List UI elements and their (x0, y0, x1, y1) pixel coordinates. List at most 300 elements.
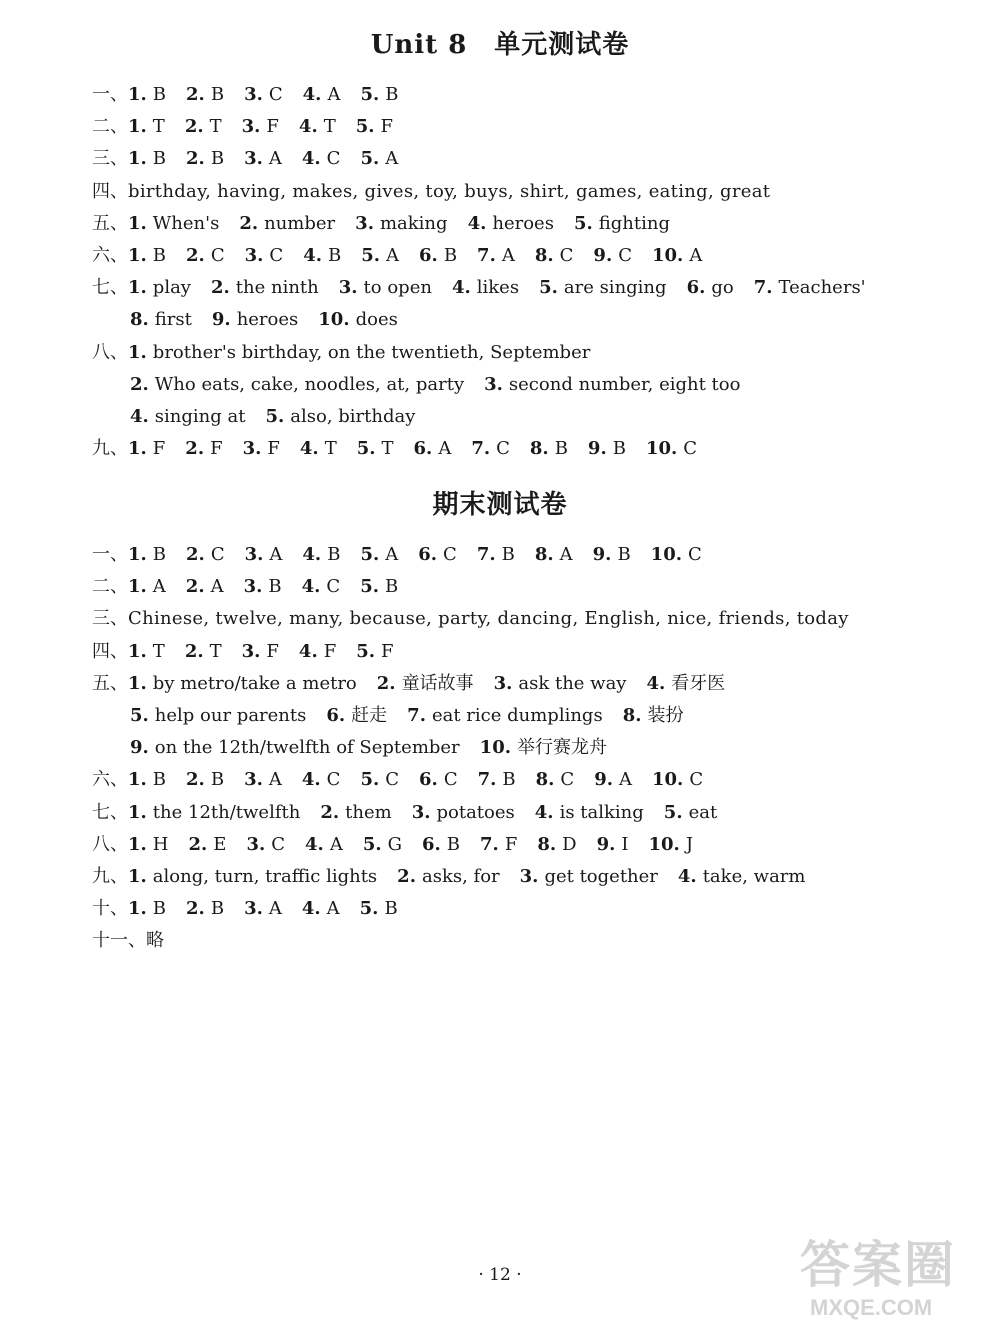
item-number: 10. (479, 737, 511, 759)
answer-item (678, 861, 806, 893)
answer-item (128, 797, 300, 829)
item-number: 4. (305, 833, 324, 855)
item-number: 10. (645, 438, 678, 460)
answer-item (186, 764, 224, 796)
item-number: 3. (244, 898, 263, 920)
item-number: 4. (301, 148, 321, 170)
answer-item (128, 636, 165, 668)
answer-item (360, 539, 398, 571)
item-number: 3. (241, 116, 261, 138)
item-answer: B (612, 438, 626, 460)
answer-row (92, 337, 972, 369)
answer-row (92, 401, 972, 433)
answer-row (92, 636, 972, 668)
answer-item (520, 861, 658, 893)
item-answer: B (327, 544, 341, 565)
answer-item (539, 272, 667, 304)
item-answer: C (618, 244, 632, 266)
item-number: 5. (360, 769, 380, 791)
answer-item (303, 240, 341, 272)
answer-item (361, 240, 399, 272)
item-number: 4. (302, 544, 322, 565)
item-number: 3. (355, 212, 374, 234)
item-number: 1. (128, 244, 147, 266)
answer-item (360, 764, 399, 796)
answer-item (418, 539, 457, 571)
item-number: 9. (596, 833, 616, 855)
item-answer: B (210, 898, 225, 920)
answer-item (243, 433, 280, 465)
answer-item (356, 111, 393, 143)
item-number: 5. (360, 84, 380, 105)
item-answer: T (323, 116, 336, 138)
item-number: 10. (318, 309, 350, 331)
item-number: 5. (359, 898, 379, 920)
item-answer: heroes (236, 309, 299, 331)
item-number: 3. (244, 84, 263, 105)
item-answer: T (152, 640, 165, 662)
unit-8-answers (92, 79, 972, 465)
item-answer: asks, for (421, 865, 500, 887)
item-number: 8. (534, 244, 554, 266)
item-answer: them (345, 801, 392, 823)
answer-item (360, 893, 398, 925)
item-answer: A (385, 544, 399, 565)
item-number: 3. (246, 833, 266, 855)
answer-item (244, 143, 282, 175)
item-number: 3. (242, 438, 262, 460)
answer-item (593, 240, 632, 272)
item-answer: A (269, 544, 283, 565)
item-number: 1. (128, 576, 147, 598)
question-number: 九、 (92, 438, 128, 460)
item-number: 7. (480, 833, 499, 855)
answer-item (623, 700, 684, 732)
item-answer: B (384, 898, 398, 920)
answer-item (355, 208, 447, 240)
answer-item (477, 240, 515, 272)
question-number: 七、 (92, 277, 128, 299)
item-answer: T (324, 438, 337, 460)
item-number: 2. (130, 373, 149, 395)
item-answer: A (210, 576, 224, 598)
item-answer: play (152, 277, 191, 299)
answer-row (92, 700, 972, 732)
answer-item (480, 732, 607, 764)
item-answer: B (152, 769, 167, 791)
item-number: 2. (185, 576, 205, 598)
answer-item (128, 893, 166, 925)
item-number: 2. (239, 212, 259, 234)
item-answer: T (209, 640, 222, 662)
question-number: 四、 (92, 640, 128, 662)
item-number: 8. (535, 769, 555, 791)
item-number: 6. (422, 833, 441, 855)
item-answer: B (327, 244, 342, 266)
item-number: 4. (534, 801, 554, 823)
answer-item (468, 208, 554, 240)
item-answer: 童话故事 (401, 672, 474, 694)
answer-item (130, 732, 460, 764)
item-answer: B (502, 769, 516, 791)
item-answer: help our parents (154, 704, 307, 726)
item-answer: B (443, 244, 458, 266)
item-answer: B (501, 544, 515, 565)
item-number: 2. (320, 801, 340, 823)
answer-item (128, 571, 166, 603)
question-number: 三、 (92, 608, 128, 630)
answer-item (480, 829, 517, 861)
item-number: 2. (376, 672, 396, 694)
item-answer: B (210, 84, 225, 105)
answer-item (754, 272, 866, 304)
item-number: 6. (413, 438, 433, 460)
answer-item (412, 797, 515, 829)
item-answer: B (152, 898, 167, 920)
answer-item (597, 829, 629, 861)
item-answer: T (381, 438, 394, 460)
item-answer: T (209, 116, 222, 138)
item-number: 10. (652, 244, 684, 266)
item-number: 5. (663, 801, 683, 823)
item-answer: A (559, 544, 573, 565)
item-number: 5. (360, 544, 380, 565)
question-number: 一、 (92, 84, 128, 105)
item-answer: F (504, 833, 518, 855)
answer-row (92, 272, 972, 304)
item-answer: brother's birthday, on the twentieth, September (152, 341, 591, 363)
item-number: 2. (186, 148, 205, 170)
answer-item (687, 272, 734, 304)
answer-item (593, 539, 631, 571)
item-answer: A (689, 244, 703, 266)
item-answer: 看牙医 (671, 672, 726, 694)
item-answer: are singing (563, 277, 667, 299)
item-number: 9. (592, 544, 612, 565)
answer-row (92, 433, 972, 465)
answer-item (318, 304, 398, 336)
item-answer: C (385, 769, 400, 791)
item-number: 2. (184, 640, 204, 662)
item-answer: Teachers' (778, 277, 866, 299)
item-answer: F (267, 438, 280, 460)
item-number: 1. (128, 116, 147, 138)
item-number: 4. (451, 277, 471, 299)
item-answer: does (355, 309, 398, 331)
answer-row (92, 304, 972, 336)
item-number: 1. (128, 640, 147, 662)
item-answer: F (266, 116, 279, 138)
question-number: 六、 (92, 244, 128, 266)
item-number: 4. (301, 769, 321, 791)
answer-item (477, 539, 515, 571)
item-answer: C (326, 148, 341, 170)
item-answer: 装扮 (647, 704, 684, 726)
item-number: 2. (188, 833, 208, 855)
answer-item (303, 79, 341, 111)
item-answer: B (210, 769, 225, 791)
answer-item (212, 304, 298, 336)
answer-item (652, 240, 702, 272)
question-number: 二、 (92, 576, 128, 598)
item-number: 1. (128, 672, 147, 694)
item-answer: A (268, 769, 282, 791)
item-number: 5. (356, 438, 376, 460)
answer-item (128, 208, 219, 240)
item-answer: A (326, 898, 340, 920)
question-number: 七、 (92, 801, 128, 823)
question-number: 八、 (92, 833, 128, 855)
answer-row (92, 861, 972, 893)
item-number: 2. (185, 438, 205, 460)
item-number: 5. (573, 212, 593, 234)
item-number: 5. (265, 405, 285, 427)
answer-item (452, 272, 519, 304)
item-number: 3. (411, 801, 431, 823)
answer-item (299, 636, 336, 668)
item-answer: 赶走 (351, 704, 388, 726)
item-answer: J (685, 833, 694, 855)
answer-item (302, 539, 340, 571)
answer-item (186, 240, 225, 272)
item-answer: B (152, 544, 167, 565)
item-number: 2. (210, 277, 230, 299)
item-number: 8. (622, 704, 642, 726)
item-answer: by metro/take a metro (152, 672, 357, 694)
item-answer: making (379, 212, 448, 234)
item-number: 6. (418, 544, 438, 565)
item-number: 1. (128, 833, 147, 855)
item-answer: G (387, 833, 402, 855)
answer-item (245, 240, 284, 272)
answer-item (299, 111, 336, 143)
item-answer: A (268, 898, 282, 920)
item-number: 7. (753, 277, 773, 299)
answer-item (186, 539, 225, 571)
item-number: 3. (338, 277, 358, 299)
answer-text: 略 (146, 930, 165, 952)
item-answer: B (152, 84, 167, 105)
item-number: 5. (360, 576, 379, 598)
answer-item (246, 829, 285, 861)
item-number: 3. (241, 640, 261, 662)
item-number: 1. (128, 801, 147, 823)
item-number: 9. (594, 769, 613, 791)
answer-row (92, 925, 972, 957)
answer-item (186, 143, 224, 175)
answer-item (302, 893, 340, 925)
item-answer: take, warm (702, 865, 806, 887)
answer-item (360, 571, 398, 603)
item-answer: number (264, 212, 336, 234)
item-answer: F (323, 640, 337, 662)
answer-item (186, 893, 224, 925)
item-number: 1. (128, 544, 147, 565)
answer-item (300, 433, 337, 465)
item-number: 8. (130, 309, 149, 331)
answer-item (535, 539, 573, 571)
item-number: 2. (186, 244, 205, 266)
item-answer: C (326, 769, 341, 791)
item-answer: A (268, 148, 282, 170)
item-number: 1. (128, 212, 147, 234)
item-answer: B (152, 244, 167, 266)
item-answer: F (266, 640, 279, 662)
item-number: 8. (537, 833, 557, 855)
answer-item (186, 79, 224, 111)
item-answer: second number, eight too (508, 373, 741, 395)
answer-item (419, 240, 457, 272)
answer-item (130, 369, 464, 401)
question-number: 六、 (92, 769, 128, 791)
answer-row (92, 539, 972, 571)
question-number: 五、 (92, 672, 128, 694)
question-number: 二、 (92, 116, 128, 138)
item-answer: When's (152, 212, 220, 234)
item-answer: to open (363, 277, 432, 299)
item-number: 3. (484, 373, 503, 395)
answer-item (326, 700, 387, 732)
answer-item (244, 764, 282, 796)
item-number: 4. (302, 84, 322, 105)
item-answer: eat (688, 801, 718, 823)
answer-item (242, 111, 279, 143)
item-number: 3. (244, 244, 264, 266)
item-number: 4. (303, 244, 322, 266)
item-answer: B (385, 576, 399, 598)
answer-item (574, 208, 670, 240)
answer-item (360, 79, 398, 111)
item-number: 5. (130, 704, 149, 726)
answer-item (646, 433, 697, 465)
item-answer: heroes (492, 212, 554, 234)
item-answer: the 12th/twelfth (152, 801, 301, 823)
answer-item (185, 111, 222, 143)
answer-row (92, 143, 972, 175)
item-number: 2. (184, 116, 204, 138)
item-number: 7. (476, 544, 496, 565)
item-number: 1. (128, 341, 147, 363)
item-number: 3. (493, 672, 513, 694)
item-answer: fighting (598, 212, 670, 234)
answer-item (130, 700, 306, 732)
item-answer: C (268, 84, 283, 105)
item-number: 2. (186, 769, 205, 791)
item-number: 5. (361, 244, 381, 266)
item-answer: A (501, 244, 515, 266)
item-answer: E (213, 833, 227, 855)
item-answer: C (496, 438, 510, 460)
item-answer: B (617, 544, 631, 565)
item-number: 4. (301, 898, 321, 920)
item-answer: C (559, 244, 574, 266)
answer-item (245, 539, 283, 571)
item-answer: eat rice dumplings (431, 704, 603, 726)
answer-item (646, 668, 725, 700)
item-answer: C (326, 576, 341, 598)
answer-row (92, 797, 972, 829)
answer-item (652, 764, 703, 796)
item-number: 6. (419, 769, 438, 791)
answer-row (92, 240, 972, 272)
answer-item (128, 433, 165, 465)
answer-text: Chinese, twelve, many, because, party, dancing, English, nice, friends, today (128, 608, 849, 630)
answer-item (302, 571, 341, 603)
item-number: 4. (301, 576, 321, 598)
answer-item (363, 829, 402, 861)
item-number: 1. (128, 277, 147, 299)
item-answer: B (152, 148, 167, 170)
item-number: 6. (326, 704, 346, 726)
answer-row (92, 176, 972, 208)
item-answer: get together (544, 865, 658, 887)
answer-item (185, 433, 222, 465)
item-number: 9. (593, 244, 613, 266)
item-answer: 举行赛龙舟 (517, 737, 607, 759)
answer-item (357, 433, 394, 465)
answer-item (339, 272, 432, 304)
answer-item (419, 764, 458, 796)
item-answer: along, turn, traffic lights (152, 865, 378, 887)
item-number: 7. (471, 438, 491, 460)
answer-item (407, 700, 603, 732)
item-answer: B (385, 84, 399, 105)
item-number: 10. (648, 833, 680, 855)
item-number: 1. (128, 769, 147, 791)
item-answer: A (386, 244, 400, 266)
item-number: 4. (299, 438, 319, 460)
item-number: 9. (211, 309, 231, 331)
answer-item (478, 764, 516, 796)
item-number: 3. (519, 865, 539, 887)
item-answer: F (381, 640, 394, 662)
item-answer: potatoes (436, 801, 515, 823)
item-answer: F (380, 116, 394, 138)
unit-8-title: Unit 8 单元测试卷 (370, 30, 630, 60)
answer-item (320, 797, 391, 829)
answer-row (92, 764, 972, 796)
item-number: 3. (244, 544, 264, 565)
item-number: 5. (356, 640, 376, 662)
item-number: 8. (534, 544, 554, 565)
item-number: 5. (360, 148, 380, 170)
answer-item (128, 829, 169, 861)
answer-item (189, 829, 227, 861)
answer-item (186, 571, 224, 603)
answer-item (242, 636, 279, 668)
item-answer: H (152, 833, 169, 855)
item-answer: T (152, 116, 165, 138)
item-answer: Who eats, cake, noodles, at, party (154, 373, 465, 395)
item-number: 5. (355, 116, 375, 138)
answer-item (484, 369, 740, 401)
answer-item (305, 829, 343, 861)
answer-item (537, 829, 576, 861)
item-number: 3. (244, 769, 263, 791)
item-number: 4. (646, 672, 666, 694)
item-number: 1. (128, 84, 147, 105)
answer-row (92, 208, 972, 240)
item-answer: D (562, 833, 577, 855)
item-answer: C (210, 544, 225, 565)
answer-row (92, 829, 972, 861)
answer-item (128, 539, 166, 571)
answer-row (92, 369, 972, 401)
answer-item (414, 433, 452, 465)
item-answer: A (152, 576, 166, 598)
answer-item (471, 433, 510, 465)
question-number: 十、 (92, 898, 128, 920)
